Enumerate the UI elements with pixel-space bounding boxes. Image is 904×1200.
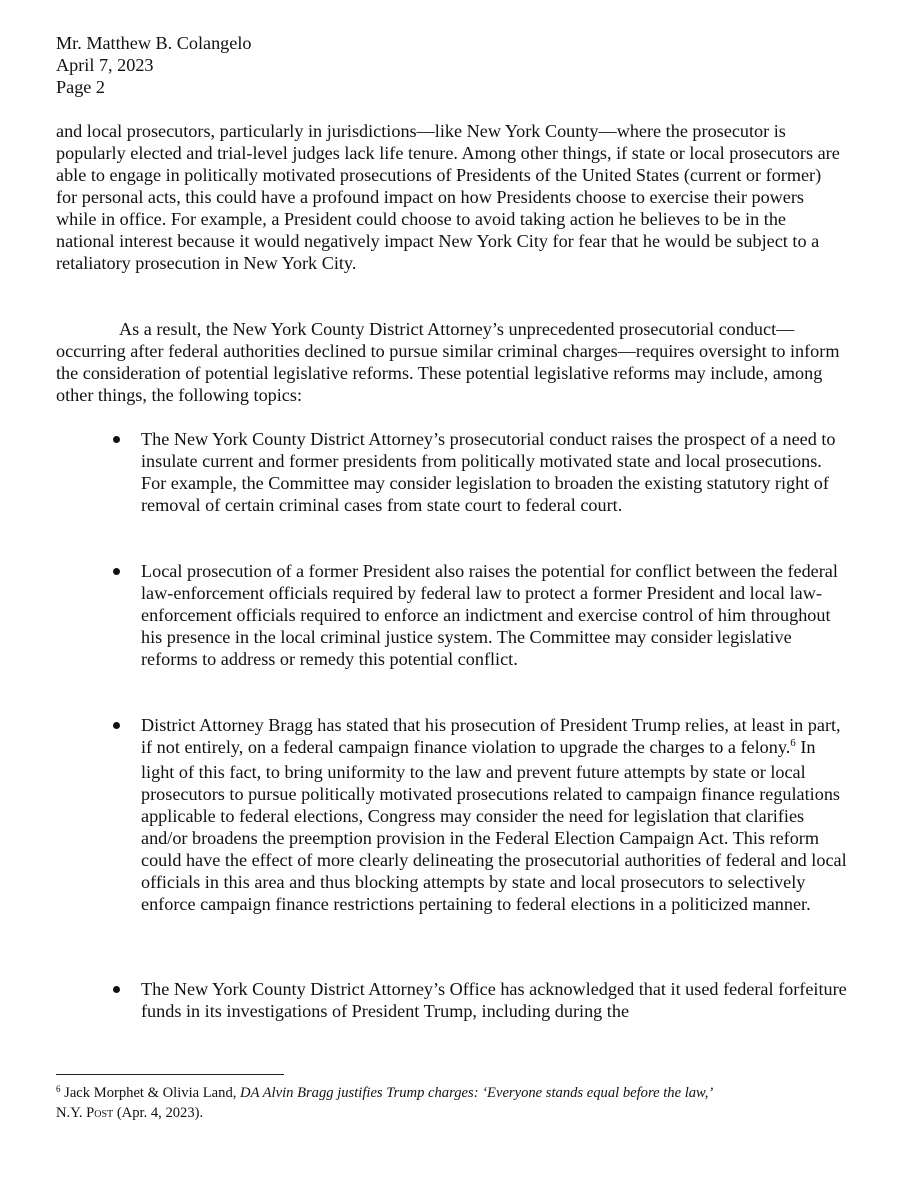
footnote-authors: Jack Morphet & Olivia Land, [60,1085,241,1101]
footnote-publication-name: Post [86,1105,114,1121]
bullet-icon [113,722,120,729]
list-item-text: District Attorney Bragg has stated that his prosecution of President Trump relies, at least in part, if not entirely, on a federal campaign finance violation to upgrade the charges to a felony. [141,715,841,757]
list-item [113,978,848,1022]
list-item [113,714,848,915]
page-number: Page 2 [56,77,105,97]
recipient-name: Mr. Matthew B. Colangelo [56,33,252,53]
footnote-publication-date: (Apr. 4, 2023). [113,1105,204,1121]
list-item-text: In light of this fact, to bring uniformity to the law and prevent future attempts by state or local prosecutors to pursue politically motivated prosecutions related to campaign finance regulations applicable to federal elections, Congress may consider the need for legislation that clarifies and/or broadens the preemption provision in the Federal Election Campaign Act. This reform could have the effect of more clearly delineating the prosecutorial authorities of federal and local officials in this area and thus blocking attempts by state and local prosecutors to selectively enforce campaign finance restrictions pertaining to federal elections in a politicized manner. [141,737,847,914]
footnote-reference[interactable]: 6 [790,737,796,749]
list-item-text: The New York County District Attorney’s Office has acknowledged that it used federal forfeiture funds in its investigations of President Trump, including during the [141,979,847,1021]
footnote-article-title: DA Alvin Bragg justifies Trump charges: ‘Everyone stands equal before the law,’ [240,1085,714,1101]
list-item [113,560,848,670]
list-item-text: Local prosecution of a former President also raises the potential for conflict between the federal law-enforcement officials required by federal law to protect a former President and local law-enforcement officials required to enforce an indictment and exercise control of him throughout his presence in the local criminal justice system. The Committee may consider legislative reforms to address or remedy this potential conflict. [141,561,838,669]
letter-header [56,32,252,98]
list-item [113,428,848,516]
body-paragraph-continued: and local prosecutors, particularly in jurisdictions—like New York County—where the prosecutor is popularly elected and trial-level judges lack life tenure. Among other things, if state or local prosecutors are able to engage in politically motivated prosecutions of Presidents of the United States (current or former) for personal acts, this could have a profound impact on how Presidents choose to exercise their powers while in office. For example, a President could choose to avoid taking action he believes to be in the national interest because it would negatively impact New York City for fear that he would be subject to a retaliatory prosecution in New York City. [56,121,840,273]
bullet-icon [113,568,120,575]
footnote [56,1084,846,1123]
body-paragraph-legislative-reforms: As a result, the New York County District Attorney’s unprecedented prosecutorial conduct—occurring after federal authorities declined to pursue similar criminal charges—requires oversight to inform the consideration of potential legislative reforms. These potential legislative reforms may include, among other things, the following topics: [56,319,840,405]
bullet-icon [113,436,120,443]
footnote-publication-prefix: N.Y. [56,1105,87,1121]
bullet-icon [113,986,120,993]
letter-date: April 7, 2023 [56,55,154,75]
footnote-number: 6 [56,1084,61,1094]
list-item-text: The New York County District Attorney’s prosecutorial conduct raises the prospect of a need to insulate current and former presidents from politically motivated state and local prosecutions. For example, the Committee may consider legislation to broaden the existing statutory right of removal of certain criminal cases from state court to federal court. [141,429,836,515]
footnote-separator [56,1074,284,1075]
